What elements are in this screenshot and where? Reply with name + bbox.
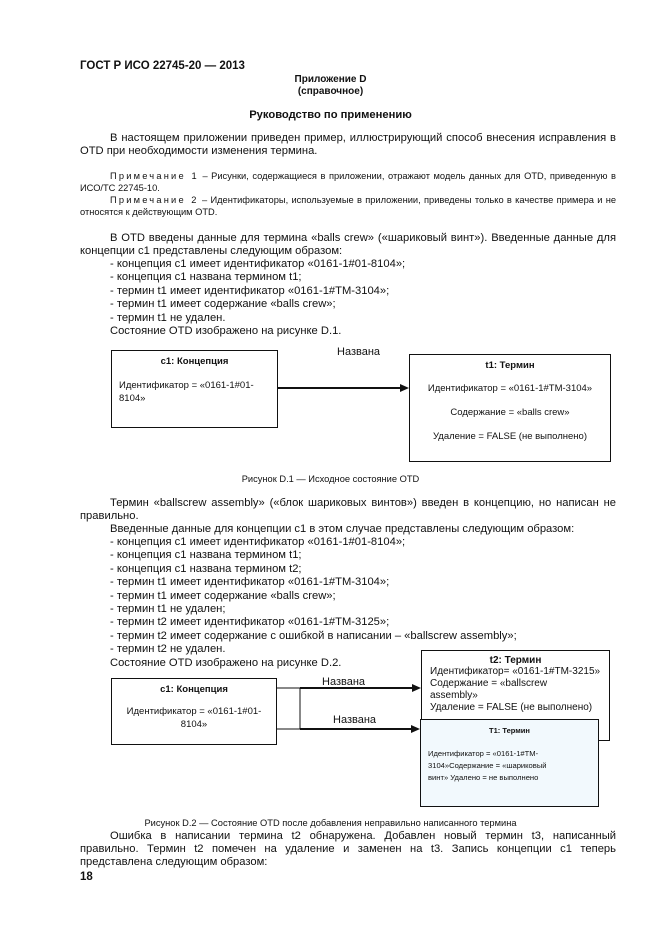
- note-1: [80, 170, 616, 194]
- term-line: винт» Удалено = не выполнено: [428, 773, 539, 782]
- box-text: [112, 705, 276, 731]
- figure-caption: Рисунок D.2 — Состояние OTD после добавления неправильно написанного термина: [144, 818, 517, 828]
- identifier-line: 8104»: [119, 393, 146, 404]
- intro-paragraph: В настоящем приложении приведен пример, иллюстрирующий способ внесения исправления в OTD при необходимости изменения термина.: [80, 132, 616, 157]
- section2-paragraph-2: Введенные данные для концепции с1 в этом случае представлены следующим образом:: [110, 523, 575, 535]
- concept-c1-box: [111, 350, 278, 428]
- box-title: t2: Термин: [489, 655, 542, 666]
- note-1-label: Примечание 1: [110, 171, 199, 181]
- note-1-text: – Рисунки, содержащиеся в приложении, отражают модель данных для OTD, приведенную в ИСО/ТС 22745-10.: [80, 171, 616, 193]
- note-2: [80, 194, 616, 218]
- appendix-heading: Руководство по применению: [249, 109, 412, 121]
- box-title: с1: Концепция: [160, 684, 228, 695]
- term-content: Содержание = «balls crew»: [450, 407, 570, 418]
- list-item: - термин t2 имеет содержание с ошибкой в написании – «ballscrew assembly»;: [110, 629, 517, 642]
- note-2-text: – Идентификаторы, используемые в приложении, приведены только в качестве примера и не относятся к действующим OTD.: [80, 195, 617, 217]
- list-item: - термин t1 имеет идентификатор «0161-1#TM-3104»;: [110, 284, 390, 297]
- term-content: assembly»: [430, 690, 478, 701]
- list-item: - концепция с1 названа термином t1;: [110, 549, 302, 562]
- relation-label: Названа: [337, 346, 381, 358]
- relation-label: Названа: [322, 676, 366, 688]
- list-item: - термин t1 имеет идентификатор «0161-1#TM-3104»;: [110, 576, 390, 589]
- term-content: Содержание = «ballscrew: [430, 678, 548, 689]
- identifier-line: Идентификатор = «0161-1#01-: [119, 380, 254, 391]
- section1-paragraph: В OTD введены данные для термина «balls crew» («шариковый винт»). Введенные данные для концепции с1 представлены следующим образом:: [80, 232, 616, 257]
- section2-paragraph-1: Термин «ballscrew assembly» («блок шариковых винтов») введен в концепцию, но написан не правильно.: [80, 497, 616, 522]
- identifier-line: 8104»: [180, 719, 208, 730]
- relation-label: Названа: [333, 714, 377, 726]
- figure-reference: Состояние OTD изображено на рисунке D.1.: [110, 325, 342, 338]
- term-line: Идентификатор = «0161-1#TM-: [428, 749, 539, 758]
- box-text: [430, 666, 609, 714]
- list-item: - термин t1 имеет содержание «balls crew»;: [110, 298, 336, 311]
- term-line: 3104»Содержание = «шариковый: [428, 761, 547, 770]
- concept-c1-box: [111, 678, 277, 745]
- list-item: - термин t2 имеет идентификатор «0161-1#TM-3125»;: [110, 616, 390, 629]
- appendix-type: (справочное): [297, 86, 364, 97]
- box-title: с1: Концепция: [160, 356, 229, 367]
- term-identifier: Идентификатор= «0161-1#TM-3215»: [430, 666, 601, 677]
- section1-list: [110, 258, 405, 338]
- page-number: 18: [80, 871, 93, 883]
- note-2-label: Примечание 2: [110, 195, 199, 205]
- list-item: - термин t1 имеет содержание «balls crew»;: [110, 589, 336, 602]
- term-T1-box: [420, 719, 599, 807]
- list-item: - термин t1 не удален;: [110, 603, 226, 616]
- identifier-line: Идентификатор = «0161-1#01-: [126, 706, 262, 717]
- appendix-title: Приложение D: [294, 74, 367, 85]
- list-item: - концепция с1 названа термином t2;: [110, 562, 302, 575]
- list-item: - концепция с1 имеет идентификатор «0161-1#01-8104»;: [110, 536, 406, 548]
- figure-caption: Рисунок D.1 — Исходное состояние OTD: [241, 474, 420, 484]
- box-title: t1: Термин: [485, 360, 535, 371]
- box-text: [119, 379, 277, 405]
- section3-paragraph: Ошибка в написании термина t2 обнаружена. Добавлен новый термин t3, написанный правильно. Термин t2 помечен на удаление и заменен на t3. Запись концепции с1 теперь представлена следующим образом:: [80, 830, 616, 868]
- term-deleted: Удаление = FALSE (не выполнено): [430, 702, 593, 713]
- term-deleted: Удаление = FALSE (не выполнено): [432, 431, 587, 442]
- list-item: - концепция с1 названа термином t1;: [110, 271, 302, 284]
- box-title: T1: Термин: [489, 726, 530, 735]
- figure-reference: Состояние OTD изображено на рисунке D.2.: [110, 656, 342, 669]
- list-item: - термин t1 не удален.: [110, 311, 226, 324]
- box-text: [428, 748, 598, 784]
- document-code: ГОСТ Р ИСО 22745-20 — 2013: [80, 60, 245, 72]
- term-t1-box: [409, 354, 611, 462]
- list-item: - концепция с1 имеет идентификатор «0161-1#01-8104»;: [110, 258, 406, 270]
- term-identifier: Идентификатор = «0161-1#TM-3104»: [427, 383, 593, 394]
- list-item: - термин t2 не удален.: [110, 643, 226, 656]
